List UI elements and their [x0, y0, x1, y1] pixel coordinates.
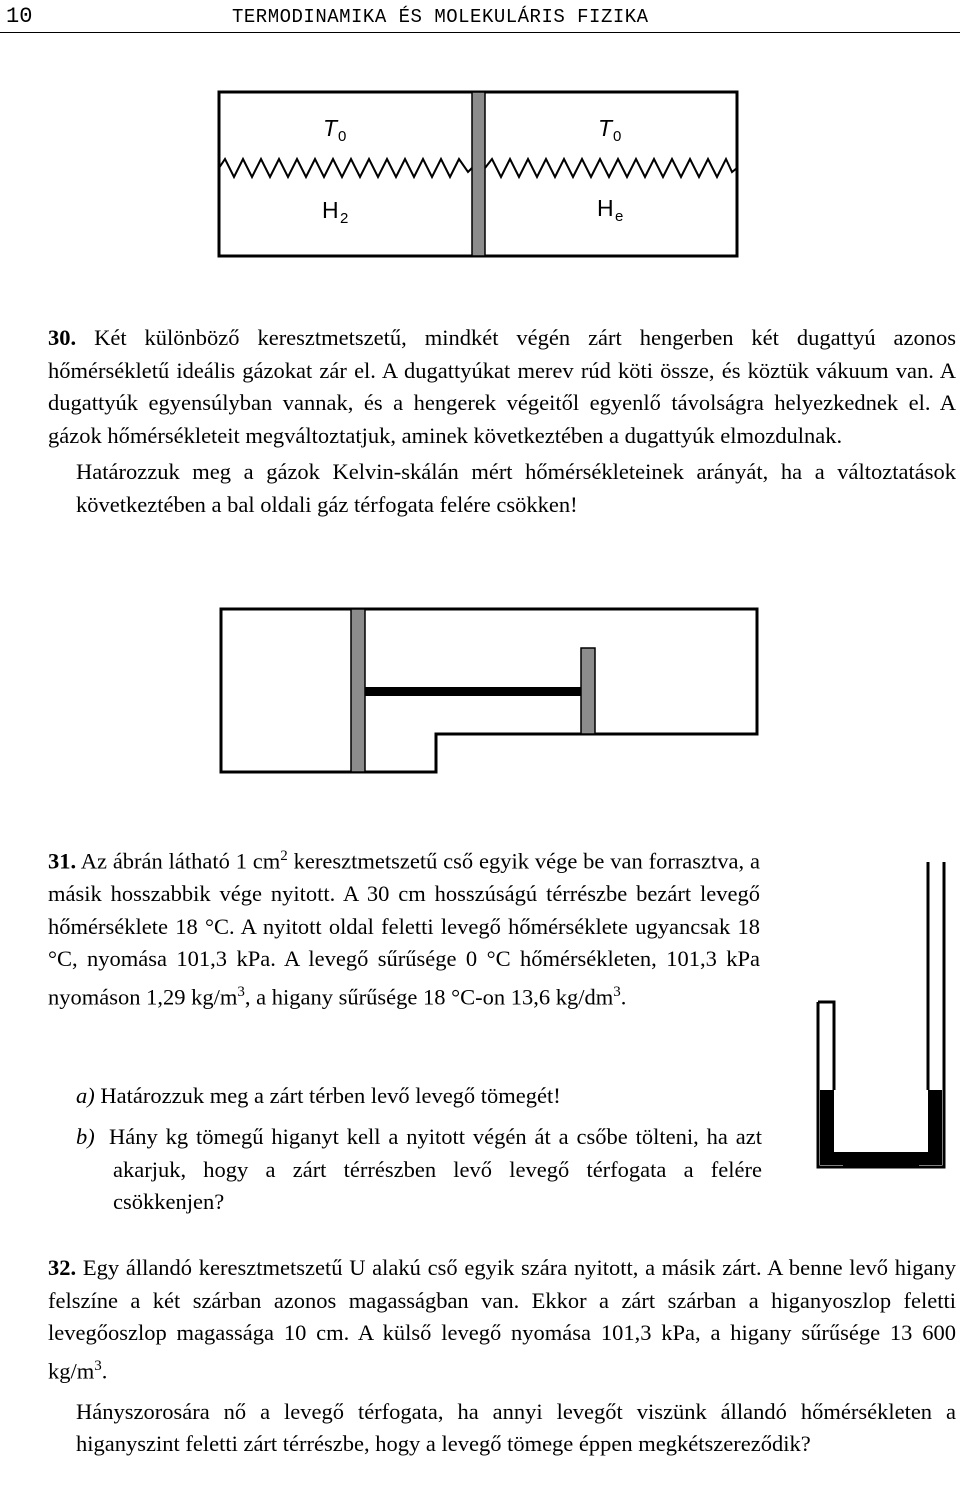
problem-31	[48, 840, 760, 1014]
problem-number: 30.	[48, 325, 77, 350]
problem-30-question: Határozzuk meg a gázok Kelvin-skálán mért hőmérsékleteinek arányát, ha a változtatások következtében a bal oldali gáz térfogata felére csökken!	[76, 459, 956, 517]
page-header	[0, 0, 960, 34]
problem-31-a	[76, 1080, 766, 1113]
running-title	[232, 6, 649, 28]
problem-32-para2	[48, 1396, 956, 1461]
piston	[472, 92, 485, 256]
superscript: 3	[94, 1357, 102, 1374]
text-fragment: .	[101, 1358, 108, 1384]
problem-30-para2	[48, 456, 956, 521]
spring-left	[219, 159, 472, 177]
figure-stepped-cylinder	[214, 604, 762, 780]
rigid-rod	[365, 687, 581, 696]
mercury-base	[834, 1152, 928, 1165]
gas-right-sub: e	[615, 208, 624, 225]
superscript: 3	[613, 983, 621, 1000]
problem-32-question: Hányszorosára nő a levegő térfogata, ha annyi levegőt viszünk állandó hőmérsékleten a higanyszint feletti zárt térrészbe, hogy a levegő tömege éppen megkétszereződik?	[76, 1398, 956, 1457]
problem-30-para1	[48, 322, 956, 452]
header-rule	[0, 32, 960, 33]
running-title-text: TERMODINAMIKA ÉS MOLEKULÁRIS FIZIKA	[232, 6, 649, 28]
piston-large	[351, 609, 365, 772]
temp-right-sub: 0	[613, 128, 622, 145]
item-label: b)	[76, 1124, 95, 1149]
spring-right	[485, 159, 737, 177]
superscript: 3	[237, 983, 245, 1000]
figure-u-tube	[814, 856, 960, 1170]
mercury-left-column	[820, 1090, 834, 1165]
gas-right-label: H	[597, 195, 614, 221]
text-fragment: Egy állandó keresztmetszetű U alakú cső egyik szára nyitott, a másik zárt. A benne levő higany felszíne a két szárban azonos magasságban van. Ekkor a zárt szárban a higanyoszlop feletti levegőoszlop magassága 10 cm. A külső levegő nyomása 101,3 kPa, a higany sűrűsége 13 600 kg/m	[48, 1255, 957, 1384]
gas-left-sub: 2	[340, 210, 349, 227]
figure-springs	[210, 88, 750, 260]
problem-32	[48, 1252, 956, 1461]
item-text: Hány kg tömegű higanyt kell a nyitott végén át a csőbe tölteni, ha azt akarjuk, hogy a zárt térrészben levő levegő térfogata a felére csökkenjen?	[109, 1124, 762, 1215]
superscript: 2	[280, 848, 288, 864]
temp-left-sub: 0	[338, 128, 347, 145]
problem-32-para1	[48, 1252, 956, 1388]
problem-31-b	[76, 1121, 762, 1219]
text-fragment: .	[620, 984, 627, 1010]
mercury-right-column	[928, 1090, 942, 1165]
problem-30-text: Két különböző keresztmetszetű, mindkét végén zárt hengerben két dugattyú azonos hőmérsékletű ideális gázokat zár el. A dugattyúkat merev rúd köti össze, és köztük vákuum van. A dugattyúk egyensúlyban vannak, és a hengerek végeitől egyenlő távolságra helyezkednek el. A gázok hőmérsékleteit megváltoztatjuk, aminek következtében a dugattyúk elmozdulnak.	[48, 325, 956, 448]
problem-number: 31.	[48, 848, 77, 874]
temp-left-label: T	[323, 115, 338, 141]
problem-31-body	[48, 840, 760, 1014]
page-number: 10	[6, 4, 33, 29]
text-fragment: Az ábrán látható 1 cm	[80, 848, 281, 874]
text-fragment: , a higany sűrűsége 18 °C-on 13,6 kg/dm	[244, 984, 614, 1010]
gas-left-label: H	[322, 197, 339, 223]
temp-right-label: T	[598, 115, 613, 141]
text-fragment: keresztmetszetű cső egyik vége be van forrasztva, a másik hosszabbik vége nyitott. A 30 cm hosszúságú térrészbe bezárt levegő hőmérséklete 18 °C. A nyitott oldal feletti levegő hőmérséklete ugyancsak 18 °C, nyomása 101,3 kPa. A levegő sűrűsége 0 °C hőmérsékleten, 101,3 kPa nyomáson 1,29 kg/m	[48, 848, 760, 1010]
tube-gap	[834, 1090, 928, 1152]
item-label: a)	[76, 1083, 95, 1108]
problem-number: 32.	[48, 1255, 77, 1280]
piston-small	[581, 648, 595, 734]
problem-30	[48, 322, 956, 522]
item-text: Határozzuk meg a zárt térben levő levegő tömegét!	[100, 1083, 561, 1108]
